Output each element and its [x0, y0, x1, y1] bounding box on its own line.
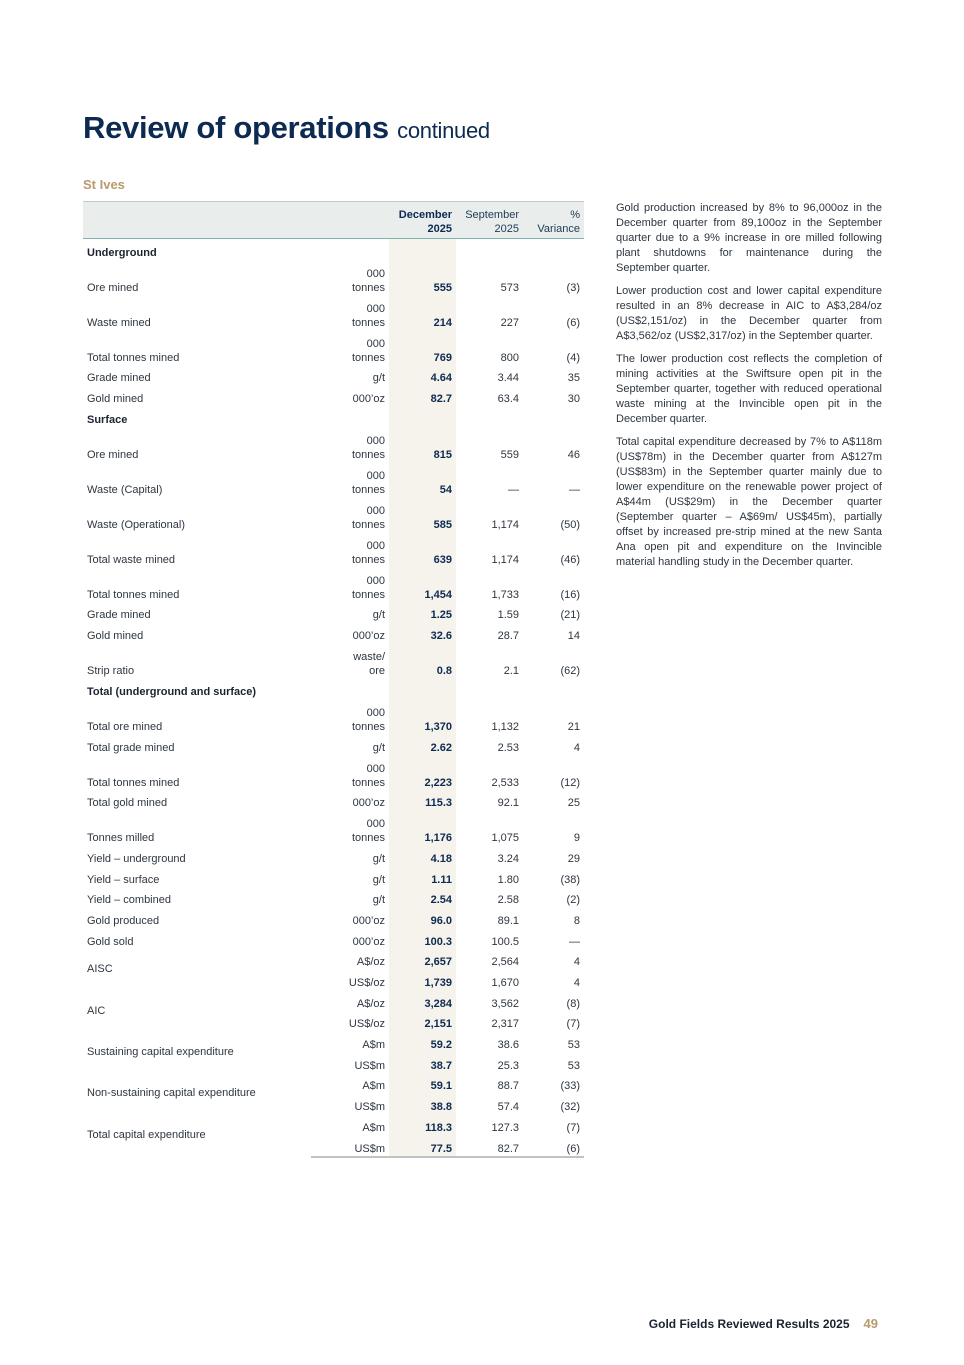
row-label: Waste mined	[87, 316, 151, 329]
unit-cell	[311, 260, 389, 295]
variance-cell: 14	[567, 630, 580, 643]
section-heading: St Ives	[83, 177, 125, 192]
page-title: Review of operations continued	[83, 110, 490, 145]
section-label: Surface	[87, 413, 128, 426]
unit-cell	[311, 1114, 389, 1135]
operations-table	[83, 201, 584, 1158]
september-cell: 559	[500, 448, 519, 461]
row-label: Total tonnes mined	[87, 588, 180, 601]
unit-line: g/t	[372, 873, 385, 886]
september-cell: 82.7	[456, 1135, 523, 1157]
variance-cell: (3)	[566, 281, 580, 294]
unit-line: 000’oz	[352, 914, 385, 927]
row-label: Waste (Operational)	[87, 518, 186, 531]
table-row	[83, 1073, 584, 1094]
row-label: Strip ratio	[87, 665, 135, 678]
table-row	[83, 427, 584, 462]
row-label: Total grade mined	[87, 741, 175, 754]
unit-cell	[311, 949, 389, 970]
september-cell: 63.4	[497, 393, 519, 406]
variance-cell: (4)	[566, 351, 580, 364]
header-september: September 2025	[456, 202, 523, 239]
unit-line: 000	[366, 818, 385, 831]
december-cell: 32.6	[389, 622, 456, 643]
december-cell: 1,454	[389, 567, 456, 602]
variance-cell: 4	[573, 956, 580, 969]
variance-cell: (50)	[560, 518, 580, 531]
december-cell: 815	[389, 427, 456, 462]
unit-line: 000	[366, 539, 385, 552]
variance-cell: (16)	[560, 588, 580, 601]
row-label: Gold produced	[87, 914, 160, 927]
section-label: Total (underground and surface)	[87, 685, 257, 698]
december-cell: 4.18	[389, 845, 456, 866]
header-variance: % Variance	[523, 202, 584, 239]
september-cell: 2.53	[497, 741, 519, 754]
unit-cell	[311, 567, 389, 602]
table-row	[83, 866, 584, 887]
september-cell: 1,174	[491, 553, 519, 566]
unit-cell	[311, 385, 389, 406]
table-section-row	[83, 406, 584, 427]
unit-line: A$/oz	[356, 956, 385, 969]
row-label: Total capital expenditure	[87, 1129, 206, 1142]
table-row	[83, 755, 584, 790]
commentary-paragraph: Total capital expenditure decreased by 7% to A$118m (US$78m) in the December quarter from A$127m (US$83m) in the September quarter mainly due to lower expenditure on the renewable power project of A$44m (US$29m) in the December quarter (September quarter – A$69m/ US$45m), partially offset by increased pre-strip mined at the new Santa Ana open pit and expenditure on the Invincible material handling study in the December quarter.	[616, 436, 882, 568]
unit-line: tonnes	[351, 316, 385, 329]
december-cell: 82.7	[389, 385, 456, 406]
september-cell: 38.6	[497, 1039, 519, 1052]
unit-cell	[311, 427, 389, 462]
unit-line: US$/oz	[348, 977, 385, 989]
unit-line: tonnes	[351, 553, 385, 566]
variance-cell: (38)	[560, 873, 580, 886]
variance-cell: (62)	[560, 665, 580, 678]
unit-line: tonnes	[351, 281, 385, 294]
unit-line: 000	[366, 434, 385, 447]
unit-line: A$m	[362, 1039, 385, 1052]
variance-cell: (12)	[560, 776, 580, 789]
unit-line: g/t	[372, 372, 385, 385]
december-cell: 639	[389, 532, 456, 567]
variance-cell: 35	[567, 372, 580, 385]
december-cell: 38.7	[389, 1052, 456, 1073]
unit-line: tonnes	[351, 518, 385, 531]
unit-cell	[311, 330, 389, 365]
september-cell: 2,533	[491, 776, 519, 789]
unit-line: 000’oz	[352, 630, 385, 643]
unit-cell	[311, 907, 389, 928]
unit-line: US$m	[354, 1059, 385, 1072]
unit-cell	[311, 1052, 389, 1073]
september-cell	[456, 678, 523, 699]
unit-line: tonnes	[351, 832, 385, 845]
row-label: Gold mined	[87, 630, 144, 643]
december-cell: 2,151	[389, 1011, 456, 1032]
december-cell: 2,223	[389, 755, 456, 790]
table-row	[83, 497, 584, 532]
variance-cell: 9	[573, 832, 580, 845]
unit-line: 000	[366, 469, 385, 482]
table-row	[83, 295, 584, 330]
row-label: Tonnes milled	[87, 832, 155, 845]
unit-cell	[311, 734, 389, 755]
variance-cell: (2)	[566, 894, 580, 907]
september-cell: 88.7	[497, 1080, 519, 1093]
table-row	[83, 462, 584, 497]
table-row	[83, 887, 584, 908]
table-row	[83, 385, 584, 406]
september-cell: 1,670	[491, 977, 519, 989]
december-cell	[389, 406, 456, 427]
variance-cell: (7)	[566, 1121, 580, 1134]
unit-cell	[311, 699, 389, 734]
unit-line: 000’oz	[352, 393, 385, 406]
december-cell: 59.2	[389, 1031, 456, 1052]
variance-cell: —	[569, 483, 580, 496]
table-section-row	[83, 678, 584, 699]
unit-line: US$m	[354, 1101, 385, 1114]
unit-cell	[311, 365, 389, 386]
unit-cell	[311, 755, 389, 790]
row-label: Non-sustaining capital expenditure	[87, 1087, 256, 1100]
december-cell: 0.8	[389, 643, 456, 678]
row-label: Yield – surface	[87, 873, 160, 886]
december-cell	[389, 678, 456, 699]
unit-cell	[311, 790, 389, 811]
unit-line: tonnes	[351, 776, 385, 789]
row-label: Ore mined	[87, 281, 139, 294]
variance-cell: (6)	[566, 316, 580, 329]
september-cell: 92.1	[497, 797, 519, 810]
september-cell: 127.3	[491, 1121, 519, 1134]
september-cell: 800	[500, 351, 519, 364]
variance-cell: (33)	[560, 1080, 580, 1093]
table-row	[83, 699, 584, 734]
september-cell: 89.1	[497, 914, 519, 927]
unit-cell	[311, 602, 389, 623]
september-cell: 3.44	[497, 372, 519, 385]
september-cell: 100.5	[491, 935, 519, 948]
unit-cell	[311, 887, 389, 908]
unit-cell	[311, 969, 389, 990]
row-label: Yield – underground	[87, 852, 186, 865]
row-label: Ore mined	[87, 448, 139, 461]
unit-line: 000	[366, 337, 385, 350]
unit-line: 000	[366, 302, 385, 315]
footer-publication: Gold Fields Reviewed Results 2025	[648, 1317, 850, 1331]
unit-cell	[311, 643, 389, 678]
december-cell: 77.5	[389, 1135, 456, 1157]
variance-cell: (32)	[560, 1101, 580, 1114]
september-cell: 1,132	[491, 720, 519, 733]
row-label: Gold mined	[87, 393, 144, 406]
table-body	[83, 239, 584, 1157]
table-row	[83, 602, 584, 623]
december-cell: 2.62	[389, 734, 456, 755]
december-cell: 100.3	[389, 928, 456, 949]
december-cell: 96.0	[389, 907, 456, 928]
table-row	[83, 990, 584, 1011]
table-header-row	[83, 202, 584, 239]
unit-line: g/t	[372, 741, 385, 754]
unit-cell	[311, 622, 389, 643]
variance-cell: 46	[567, 448, 580, 461]
unit-line: tonnes	[351, 720, 385, 733]
september-cell: 1,174	[491, 518, 519, 531]
unit-cell	[311, 1135, 389, 1157]
september-cell: 1.80	[497, 873, 519, 886]
table-section-row	[83, 239, 584, 260]
variance-cell: 21	[567, 720, 580, 733]
variance-cell: —	[569, 935, 580, 948]
table-row	[83, 643, 584, 678]
unit-line: A$m	[362, 1121, 385, 1134]
variance-cell: 4	[573, 741, 580, 754]
commentary-paragraph: Gold production increased by 8% to 96,000oz in the December quarter from 89,100oz in the September quarter due to a 9% increase in ore milled following plant shutdowns for maintenance during the September quarter.	[616, 202, 882, 274]
september-cell: 573	[500, 281, 519, 294]
unit-line: 000	[366, 706, 385, 719]
section-label: Underground	[87, 246, 157, 259]
table-row	[83, 365, 584, 386]
table-row	[83, 734, 584, 755]
unit-cell	[311, 1031, 389, 1052]
september-cell: 2.58	[497, 894, 519, 907]
page-title-suffix: continued	[397, 118, 490, 143]
table-row	[83, 949, 584, 970]
september-cell	[456, 406, 523, 427]
september-cell: 1,075	[491, 832, 519, 845]
row-label: AISC	[87, 963, 113, 976]
unit-cell	[311, 1093, 389, 1114]
unit-line: tonnes	[351, 483, 385, 496]
page-number: 49	[863, 1316, 878, 1331]
december-cell	[389, 239, 456, 260]
september-cell: 227	[500, 316, 519, 329]
variance-cell: 53	[567, 1039, 580, 1052]
december-cell: 1,370	[389, 699, 456, 734]
december-cell: 585	[389, 497, 456, 532]
variance-cell: 30	[567, 393, 580, 406]
december-cell: 1.11	[389, 866, 456, 887]
unit-cell	[311, 295, 389, 330]
unit-line: 000’oz	[352, 797, 385, 810]
table-row	[83, 1114, 584, 1135]
unit-cell	[311, 462, 389, 497]
december-cell: 769	[389, 330, 456, 365]
unit-line: US$m	[354, 1142, 385, 1155]
unit-line: 000	[366, 574, 385, 587]
unit-line: tonnes	[351, 351, 385, 364]
variance-cell	[523, 678, 584, 699]
unit-line: 000	[366, 504, 385, 517]
december-cell: 54	[389, 462, 456, 497]
header-december: December 2025	[389, 202, 456, 239]
header-unit-cell	[311, 202, 389, 239]
variance-cell	[523, 239, 584, 260]
variance-cell	[523, 406, 584, 427]
variance-cell: 25	[567, 797, 580, 810]
unit-line: A$m	[362, 1080, 385, 1093]
variance-cell: (8)	[566, 997, 580, 1010]
row-label: Total tonnes mined	[87, 776, 180, 789]
september-cell: 2.1	[503, 665, 519, 678]
september-cell: 2,564	[491, 956, 519, 969]
variance-cell: 8	[573, 914, 580, 927]
december-cell: 59.1	[389, 1073, 456, 1094]
december-cell: 1,739	[389, 969, 456, 990]
variance-cell: (6)	[523, 1135, 584, 1157]
variance-cell: 29	[567, 852, 580, 865]
unit-line: g/t	[372, 609, 385, 622]
unit-cell	[311, 1073, 389, 1094]
september-cell	[456, 239, 523, 260]
december-cell: 4.64	[389, 365, 456, 386]
table-row	[83, 532, 584, 567]
header-label-cell	[83, 202, 311, 239]
table-row	[83, 907, 584, 928]
december-cell: 1.25	[389, 602, 456, 623]
commentary	[616, 201, 882, 578]
operations-table-container	[83, 201, 584, 1158]
unit-cell	[311, 845, 389, 866]
unit-cell	[311, 532, 389, 567]
table-row	[83, 1031, 584, 1052]
december-cell: 214	[389, 295, 456, 330]
september-cell: 28.7	[497, 630, 519, 643]
unit-line: tonnes	[351, 588, 385, 601]
unit-cell	[311, 1011, 389, 1032]
december-cell: 118.3	[389, 1114, 456, 1135]
variance-cell: (7)	[566, 1018, 580, 1031]
september-cell: 3.24	[497, 852, 519, 865]
unit-cell	[311, 866, 389, 887]
row-label: Total gold mined	[87, 797, 168, 810]
unit-line: g/t	[372, 894, 385, 907]
december-cell: 3,284	[389, 990, 456, 1011]
unit-line: A$/oz	[356, 997, 385, 1010]
page-footer	[649, 1316, 878, 1331]
unit-cell	[311, 497, 389, 532]
unit-line: US$/oz	[348, 1018, 385, 1031]
table-row	[83, 845, 584, 866]
december-cell: 38.8	[389, 1093, 456, 1114]
december-cell: 555	[389, 260, 456, 295]
row-label: Gold sold	[87, 935, 134, 948]
unit-cell	[311, 810, 389, 845]
september-cell: 1.59	[497, 609, 519, 622]
variance-cell: (21)	[560, 609, 580, 622]
september-cell: 2,317	[491, 1018, 519, 1031]
commentary-paragraph: Lower production cost and lower capital expenditure resulted in an 8% decrease in AIC to A$3,284/oz (US$2,151/oz) in the December quarter from A$3,562/oz (US$2,317/oz) in the September quarter.	[616, 285, 882, 342]
unit-line: tonnes	[351, 448, 385, 461]
unit-line: ore	[369, 665, 385, 678]
september-cell: 1,733	[491, 588, 519, 601]
september-cell: 57.4	[497, 1101, 519, 1114]
row-label: Grade mined	[87, 372, 151, 385]
row-label: Grade mined	[87, 609, 151, 622]
unit-line: g/t	[372, 852, 385, 865]
september-cell: —	[508, 483, 519, 496]
row-label: Waste (Capital)	[87, 483, 163, 496]
table-row	[83, 567, 584, 602]
unit-cell	[311, 928, 389, 949]
row-label: AIC	[87, 1004, 106, 1017]
variance-cell: (46)	[560, 553, 580, 566]
commentary-paragraph: The lower production cost reflects the completion of mining activities at the Swiftsure open pit in the September quarter, together with reduced operational waste mining at the Invincible open pit in the December quarter.	[616, 353, 882, 425]
unit-line: waste/	[353, 651, 385, 664]
variance-cell: 4	[573, 977, 580, 989]
september-cell: 3,562	[491, 997, 519, 1010]
unit-cell	[311, 990, 389, 1011]
table-row	[83, 330, 584, 365]
december-cell: 2.54	[389, 887, 456, 908]
table-row	[83, 928, 584, 949]
unit-line: 000	[366, 267, 385, 280]
december-cell: 1,176	[389, 810, 456, 845]
table-row	[83, 622, 584, 643]
december-cell: 115.3	[389, 790, 456, 811]
table-row	[83, 260, 584, 295]
row-label: Yield – combined	[87, 894, 171, 907]
unit-line: 000	[366, 762, 385, 775]
september-cell: 25.3	[497, 1059, 519, 1072]
row-label: Total tonnes mined	[87, 351, 180, 364]
december-cell: 2,657	[389, 949, 456, 970]
row-label: Total waste mined	[87, 553, 176, 566]
table-row	[83, 790, 584, 811]
variance-cell: 53	[567, 1059, 580, 1072]
unit-line: 000’oz	[352, 935, 385, 948]
table-row	[83, 810, 584, 845]
row-label: Sustaining capital expenditure	[87, 1046, 234, 1059]
row-label: Total ore mined	[87, 720, 163, 733]
